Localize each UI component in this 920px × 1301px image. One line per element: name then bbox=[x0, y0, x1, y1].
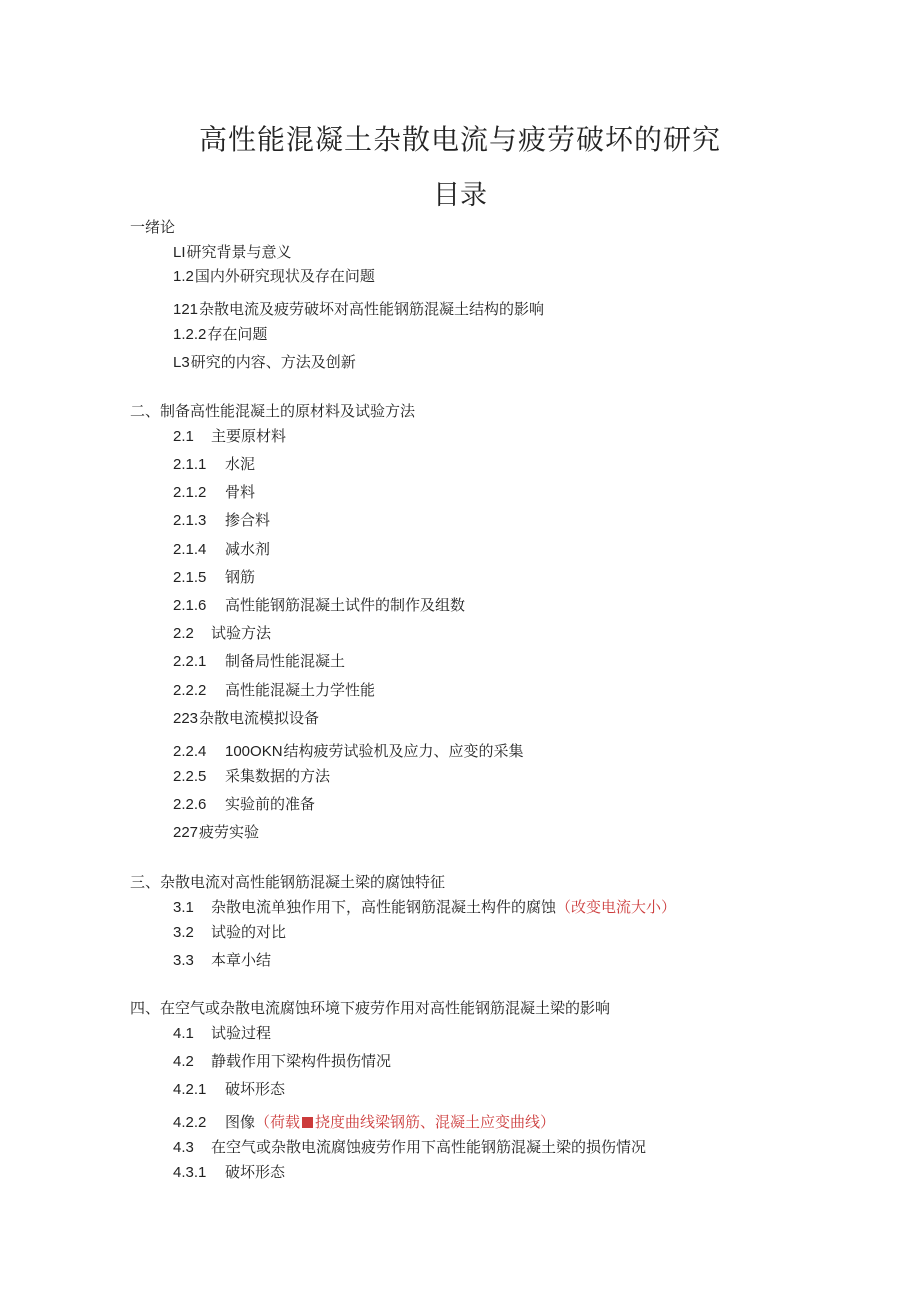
toc-entry-1-2-1[interactable] bbox=[173, 299, 544, 320]
toc-entry-number: 2.1 bbox=[173, 428, 194, 445]
toc-entry-label: 存在问题 bbox=[207, 325, 268, 343]
toc-entry-label: 破坏形态 bbox=[225, 1080, 286, 1098]
toc-entry-label: 主要原材料 bbox=[211, 427, 287, 445]
toc-entry-3-1[interactable] bbox=[173, 897, 676, 918]
toc-entry-2-2-4[interactable] bbox=[173, 741, 524, 762]
toc-entry-label: 掺合料 bbox=[225, 511, 271, 529]
toc-entry-3-3[interactable] bbox=[173, 950, 271, 971]
toc-entry-number: 2.2 bbox=[173, 625, 194, 642]
chapter-title-highlight: 制备高性能混凝土的原材料及试验方法 bbox=[160, 402, 416, 420]
toc-entry-4-3[interactable] bbox=[173, 1137, 646, 1158]
toc-entry-number: 227 bbox=[173, 824, 199, 841]
toc-entry-number: 1.2 bbox=[173, 268, 194, 285]
toc-entry-1-2[interactable] bbox=[173, 266, 375, 287]
toc-entry-label: 破坏形态 bbox=[225, 1163, 286, 1181]
toc-entry-number: 2.2.4 bbox=[173, 743, 207, 760]
toc-entry-label: 杂散电流模拟设备 bbox=[199, 709, 320, 727]
toc-entry-number: 4.2 bbox=[173, 1053, 194, 1070]
toc-entry-2-3[interactable] bbox=[173, 482, 255, 503]
document-title: 高性能混凝土杂散电流与疲劳破坏的研究 bbox=[198, 123, 721, 156]
toc-entry-number: 2.1.6 bbox=[173, 597, 207, 614]
toc-entry-number: 1.2.2 bbox=[173, 326, 207, 343]
toc-entry-annotation: 挠度曲线梁钢筋、混凝土应变曲线） bbox=[315, 1113, 556, 1131]
toc-entry-label: 试验过程 bbox=[211, 1024, 272, 1042]
toc-entry-number: L3 bbox=[173, 354, 190, 371]
toc-entry-label: 图像 bbox=[225, 1113, 256, 1131]
toc-entry-number: 4.3.1 bbox=[173, 1164, 207, 1181]
toc-entry-2-2[interactable] bbox=[173, 454, 255, 475]
toc-entry-4-1[interactable] bbox=[173, 1023, 271, 1044]
toc-entry-label: 试验方法 bbox=[211, 624, 272, 642]
toc-entry-1-2-2[interactable] bbox=[173, 324, 267, 345]
toc-entry-label: 疲劳实验 bbox=[199, 823, 260, 841]
toc-entry-2-2-6[interactable] bbox=[173, 794, 315, 815]
toc-entry-number: 2.1.2 bbox=[173, 484, 207, 501]
toc-entry-label: 在空气或杂散电流腐蚀疲劳作用下高性能钢筋混凝土梁的损伤情况 bbox=[211, 1138, 647, 1156]
square-bullet-icon bbox=[302, 1117, 313, 1128]
toc-entry-label: 减水剂 bbox=[225, 540, 271, 558]
toc-entry-label: 钢筋 bbox=[225, 568, 256, 586]
toc-entry-number: 121 bbox=[173, 301, 199, 318]
toc-entry-number: 3.1 bbox=[173, 899, 194, 916]
toc-entry-2-6[interactable] bbox=[173, 567, 255, 588]
toc-entry-2-7[interactable] bbox=[173, 595, 465, 616]
toc-entry-number: 2.2.2 bbox=[173, 682, 207, 699]
toc-chapter-3[interactable]: 三、杂散电流对高性能钢筋混凝土梁的腐蚀特征 bbox=[130, 873, 446, 891]
toc-entry-2-2-3[interactable] bbox=[173, 708, 319, 729]
toc-entry-label: 本章小结 bbox=[211, 951, 272, 969]
toc-entry-2-1[interactable] bbox=[173, 426, 286, 447]
toc-entry-label: 水泥 bbox=[225, 455, 256, 473]
toc-entry-3-2[interactable] bbox=[173, 922, 286, 943]
toc-entry-label: 高性能混凝土力学性能 bbox=[225, 681, 376, 699]
toc-entry-label: 国内外研究现状及存在问题 bbox=[194, 267, 375, 285]
toc-entry-number: LI bbox=[173, 244, 186, 261]
toc-entry-number: 4.1 bbox=[173, 1025, 194, 1042]
toc-entry-4-2-2[interactable] bbox=[173, 1112, 555, 1133]
toc-entry-label: 实验前的准备 bbox=[225, 795, 316, 813]
toc-entry-label: 研究的内容、方法及创新 bbox=[190, 353, 356, 371]
toc-entry-2-5[interactable] bbox=[173, 539, 270, 560]
toc-entry-2-4[interactable] bbox=[173, 510, 270, 531]
toc-entry-label: 制备局性能混凝土 bbox=[225, 652, 346, 670]
toc-entry-label: 杂散电流及疲劳破坏对高性能钢筋混凝土结构的影响 bbox=[199, 300, 545, 318]
toc-entry-label: 静载作用下梁构件损伤情况 bbox=[211, 1052, 392, 1070]
toc-entry-number: 2.2.1 bbox=[173, 653, 207, 670]
toc-entry-label: 结构疲劳试验机及应力、应变的采集 bbox=[283, 742, 524, 760]
toc-entry-2-2-7[interactable] bbox=[173, 822, 259, 843]
toc-entry-2-10[interactable] bbox=[173, 680, 375, 701]
toc-entry-annotation: （荷载 bbox=[255, 1113, 301, 1131]
toc-chapter-2[interactable] bbox=[130, 401, 415, 421]
chapter-number: 二、 bbox=[130, 402, 161, 420]
toc-entry-1-1[interactable] bbox=[173, 242, 292, 263]
toc-entry-number: 3.3 bbox=[173, 952, 194, 969]
toc-entry-1-3[interactable] bbox=[173, 352, 356, 373]
toc-entry-number: 2.1.1 bbox=[173, 456, 207, 473]
toc-entry-label: 骨料 bbox=[225, 483, 256, 501]
toc-entry-code: 100OKN bbox=[225, 743, 283, 760]
toc-entry-number: 2.1.4 bbox=[173, 541, 207, 558]
toc-entry-number: 2.1.3 bbox=[173, 512, 207, 529]
toc-entry-number: 4.3 bbox=[173, 1139, 194, 1156]
toc-entry-label: 试验的对比 bbox=[211, 923, 287, 941]
toc-entry-number: 4.2.1 bbox=[173, 1081, 207, 1098]
toc-entry-4-3-1[interactable] bbox=[173, 1162, 285, 1183]
toc-entry-label: 采集数据的方法 bbox=[225, 767, 331, 785]
toc-entry-2-8[interactable] bbox=[173, 623, 271, 644]
toc-entry-number: 223 bbox=[173, 710, 199, 727]
toc-entry-number: 2.2.5 bbox=[173, 768, 207, 785]
toc-entry-4-2-1[interactable] bbox=[173, 1079, 285, 1100]
toc-entry-number: 2.2.6 bbox=[173, 796, 207, 813]
toc-entry-label: 高性能钢筋混凝土试件的制作及组数 bbox=[225, 596, 466, 614]
toc-entry-4-2[interactable] bbox=[173, 1051, 391, 1072]
toc-entry-label: 研究背景与意义 bbox=[186, 243, 292, 261]
toc-entry-annotation: （改变电流大小） bbox=[556, 898, 677, 916]
toc-entry-number: 2.1.5 bbox=[173, 569, 207, 586]
toc-entry-number: 3.2 bbox=[173, 924, 194, 941]
toc-entry-label: 杂散电流单独作用下，高性能钢筋混凝土构件的腐蚀 bbox=[211, 898, 557, 916]
toc-chapter-1[interactable]: 一绪论 bbox=[130, 218, 176, 236]
toc-heading: 目录 bbox=[433, 180, 487, 211]
toc-entry-2-2-5[interactable] bbox=[173, 766, 330, 787]
toc-chapter-4[interactable]: 四、在空气或杂散电流腐蚀环境下疲劳作用对高性能钢筋混凝土梁的影响 bbox=[130, 999, 611, 1017]
toc-entry-number: 4.2.2 bbox=[173, 1114, 207, 1131]
toc-entry-2-9[interactable] bbox=[173, 651, 345, 672]
